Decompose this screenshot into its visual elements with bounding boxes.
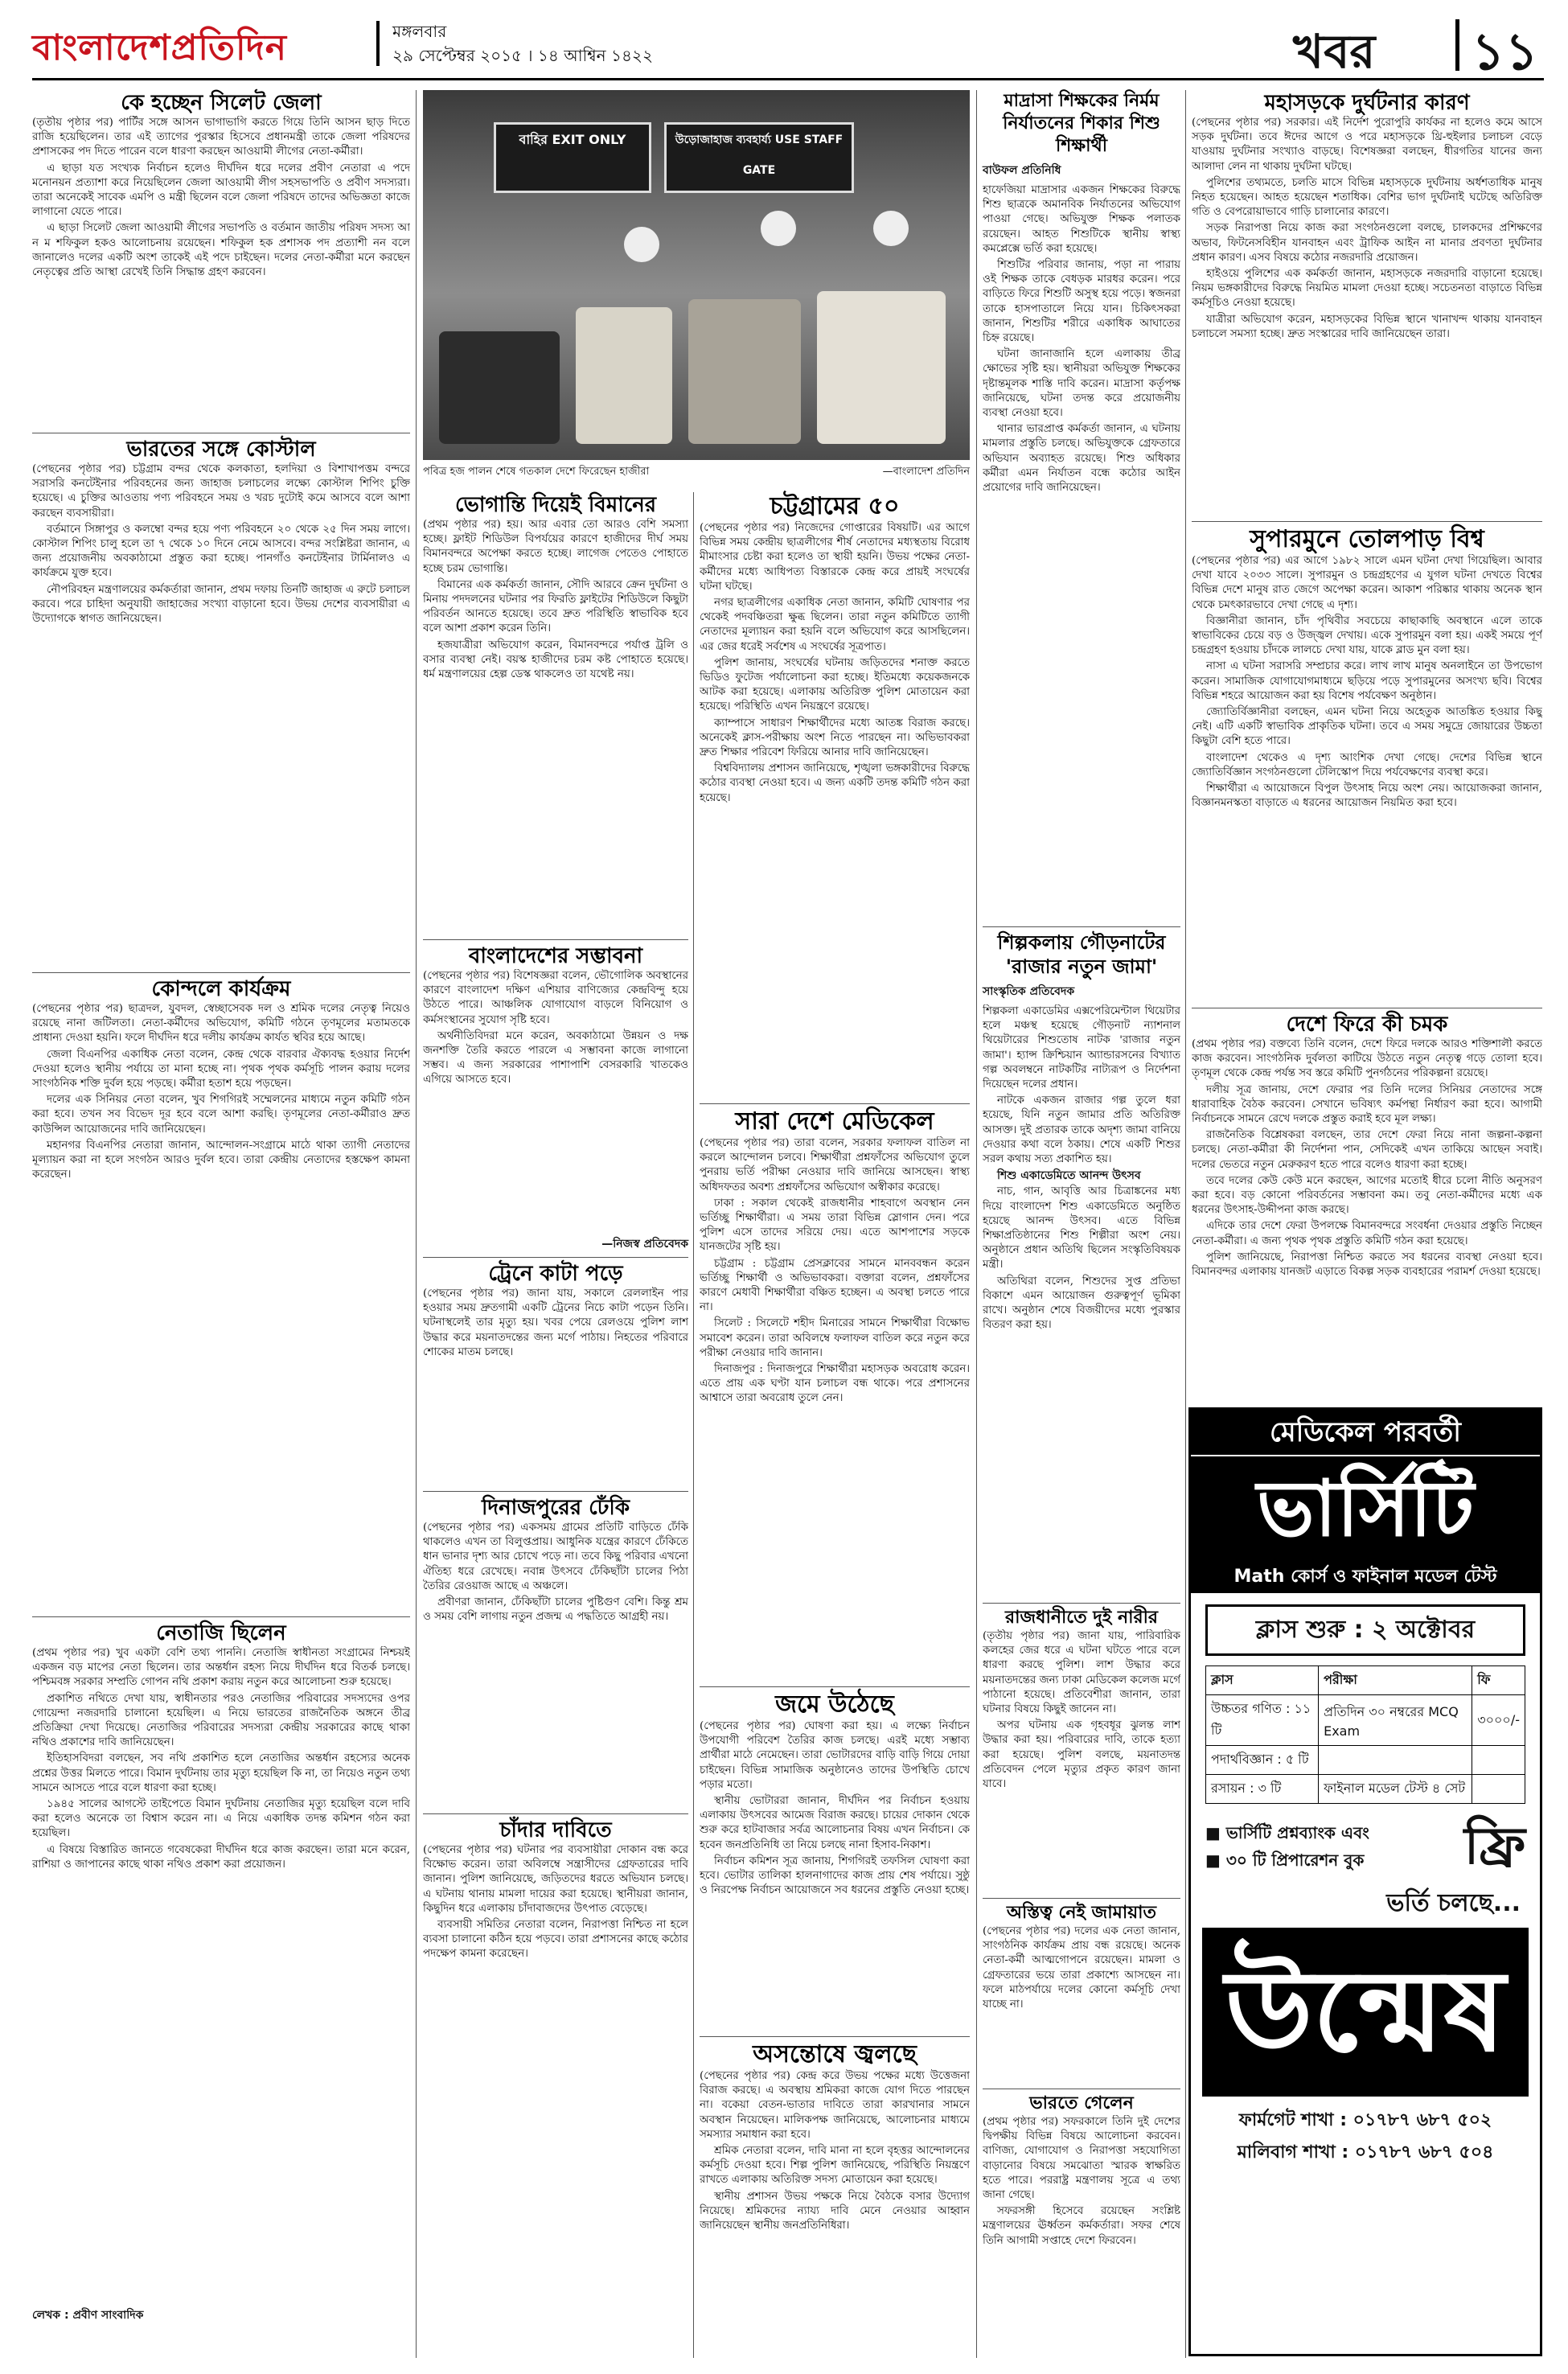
- headline-chamok: দেশে ফিরে কী চমক: [1286, 1012, 1448, 1037]
- ad-free-offer: [1205, 1818, 1525, 1875]
- column-rule: [416, 90, 417, 2358]
- table-cell: [1319, 1746, 1472, 1775]
- headline-chanda: চাঁদার দাবিতে: [499, 1818, 612, 1842]
- paragraph: নগর ছাত্রলীগের একাধিক নেতা জানান, কমিটি ঘোষণার পর থেকেই পদবঞ্চিতরা ক্ষুব্ধ ছিলেন। তারা নতুন কমিটিতে ত্যাগী নেতাদের মূল্যায়ন করা হয়নি বলে অভিযোগ করে আসছিলেন। এর জের ধরেই সর্বশেষ এ সংঘর্ষের সূত্রপাত।: [700, 597, 970, 653]
- pilgrim-figure: [761, 211, 796, 246]
- ad-top-line: মেডিকেল পরবর্তী: [1191, 1410, 1540, 1456]
- paragraph: এ ছাড়া যত সংখ্যক নির্বাচন হলেও দীর্ঘদিন ধরে দলের প্রবীণ নেতারা এ পদে মনোনয়ন প্রত্যাশা করে নিয়েছিলেন জেলা আওয়ামী লীগ সহসভাপতি ও প্রবীণ সদস্যরা। তারা অনেকেই সাবেক এমপি ও মন্ত্রী ছিলেন বলে জেলা পরিষদে তাদের অভিজ্ঞতা কাজে লাগানো যেতে পারে।: [32, 162, 410, 219]
- paragraph: হাইওয়ে পুলিশের এক কর্মকর্তা জানান, মহাসড়কে নজরদারি বাড়ানো হয়েছে। নিয়ম ভঙ্গকারীদের বিরুদ্ধে নিয়মিত মামলা দেওয়া হচ্ছে। সচেতনতা বাড়াতে বিভিন্ন কর্মসূচিও নেওয়া হয়েছে।: [1192, 268, 1542, 310]
- shilpakala-byline: সাংস্কৃতিক প্রতিবেদক: [983, 985, 1075, 998]
- headline-nari: রাজধানীতে দুই নারীর: [1005, 1608, 1158, 1628]
- article-dinajpur: [423, 1521, 688, 1810]
- table-row: [1206, 1775, 1525, 1804]
- divider: [423, 1813, 688, 1814]
- article-train: [423, 1287, 688, 1488]
- article-chittagong: [700, 521, 970, 1100]
- paragraph: দলীয় সূত্র জানায়, দেশে ফেরার পর তিনি দলের সিনিয়র নেতাদের সঙ্গে ধারাবাহিক বৈঠক করবেন। সেখানে ভবিষ্যৎ কর্মপন্থা নির্ধারণ করা হবে। আগামী নির্বাচনকে সামনে রেখে দলকে প্রস্তুত করাই হবে মূল লক্ষ্য।: [1192, 1083, 1542, 1126]
- paragraph: শিশুটির পরিবার জানায়, পড়া না পারায় ওই শিক্ষক তাকে বেধড়ক মারধর করেন। পরে বাড়িতে ফিরে শিশুটি অসুস্থ হয়ে পড়ে। স্বজনরা তাকে হাসপাতালে নিয়ে যান। চিকিৎসকরা জানান, শিশুটির শরীরে একাধিক আঘাতের চিহ্ন রয়েছে।: [983, 259, 1180, 345]
- paragraph: (পেছনের পৃষ্ঠার পর) ছাত্রদল, যুবদল, স্বেচ্ছাসেবক দল ও শ্রমিক দলের নেতৃত্ব নিয়েও রয়েছে নানা জটিলতা। নেতা-কর্মীদের অভিযোগ, কমিটি গঠনে তৃণমূলের মতামতকে প্রাধান্য দেওয়া হয়নি। ফলে দীর্ঘদিন ধরে দলীয় কার্যক্রম কার্যত স্থবির হয়ে আছে।: [32, 1003, 410, 1045]
- article-supermoon: [1192, 554, 1542, 1004]
- ad-bullet-text: ৩০ টি প্রিপারেশন বুক: [1225, 1850, 1365, 1870]
- ad-admission: ভর্তি চলছে...: [1386, 1889, 1521, 1917]
- headline-asontosh: অসন্তোষে জ্বলছে: [753, 2040, 917, 2068]
- table-cell: রসায়ন : ৩ টি: [1206, 1775, 1319, 1804]
- paragraph: নাটকে একজন রাজার গল্প তুলে ধরা হয়েছে, যিনি নতুন জামার প্রতি অতিরিক্ত আসক্ত। দুই প্রতারক তাকে অদৃশ্য জামা বানিয়ে দেওয়ার কথা বলে ঠকায়। শেষে একটি শিশুর সরল কথায় সত্য প্রকাশিত হয়।: [983, 1095, 1180, 1166]
- article-shilpakala: [983, 1004, 1180, 1600]
- ad-schedule-table: [1205, 1665, 1525, 1804]
- headline-india-trip: ভারতে গেলেন: [1029, 2093, 1134, 2113]
- section-divider: [1455, 19, 1459, 71]
- paragraph: থানার ভারপ্রাপ্ত কর্মকর্তা জানান, এ ঘটনায় মামলার প্রস্তুতি চলছে। অভিযুক্তকে গ্রেফতারে অভিযান অব্যাহত রয়েছে। শিশু অধিকার কর্মীরা এমন নির্যাতন বন্ধে কঠোর আইন প্রয়োগের দাবি জানিয়েছেন।: [983, 423, 1180, 495]
- dateline-date: ২৯ সেপ্টেম্বর ২০১৫ । ১৪ আশ্বিন ১৪২২: [392, 46, 653, 65]
- netaji-author: লেখক : প্রবীণ সাংবাদিক: [32, 2309, 144, 2322]
- photo-caption: [423, 465, 970, 479]
- paragraph: (প্রথম পৃষ্ঠার পর) সফরকালে তিনি দুই দেশের দ্বিপক্ষীয় বিভিন্ন বিষয়ে আলোচনা করবেন। বাণিজ্য, যোগাযোগ ও নিরাপত্তা সহযোগিতা বাড়ানোর বিষয়ে সমঝোতা স্মারক স্বাক্ষরিত হতে পারে। পররাষ্ট্র মন্ত্রণালয় সূত্রে এ তথ্য জানা গেছে।: [983, 2116, 1180, 2202]
- newspaper-logo: বাংলাদেশপ্রতিদিন: [32, 27, 287, 68]
- paragraph: শিক্ষার্থীরা এ আয়োজনে বিপুল উৎসাহ নিয়ে অংশ নেয়। আয়োজকরা জানান, বিজ্ঞানমনস্কতা বাড়াতে এ ধরনের আয়োজন নিয়মিত করা হবে।: [1192, 782, 1542, 810]
- column-rule: [976, 90, 977, 2358]
- paragraph: হাফেজিয়া মাদ্রাসার একজন শিক্ষকের বিরুদ্ধে শিশু ছাত্রকে অমানবিক নির্যাতনের অভিযোগ পাওয়া গেছে। অভিযুক্ত শিক্ষক পলাতক রয়েছেন। আহত শিশুটিকে স্থানীয় স্বাস্থ্য কমপ্লেক্সে ভর্তি করা হয়েছে।: [983, 184, 1180, 255]
- luggage-shape: [817, 291, 946, 444]
- article-vogante: [423, 518, 688, 936]
- paragraph: বিশ্ববিদ্যালয় প্রশাসন জানিয়েছে, শৃঙ্খলা ভঙ্গকারীদের বিরুদ্ধে কঠোর ব্যবস্থা নেওয়া হবে। এ জন্য একটি তদন্ত কমিটি গঠন করা হয়েছে।: [700, 762, 970, 804]
- table-cell: পদার্থবিজ্ঞান : ৫ টি: [1206, 1746, 1319, 1775]
- paragraph: জ্যোতির্বিজ্ঞানীরা বলছেন, এমন ঘটনা নিয়ে অহেতুক আতঙ্কিত হওয়ার কিছু নেই। এটি একটি স্বাভাবিক প্রাকৃতিক ঘটনা। তবে এ সময় সমুদ্রে জোয়ারের উচ্চতা কিছুটা বেশি হতে পারে।: [1192, 706, 1542, 748]
- headline-dinajpur: দিনাজপুরের ঢেঁকি: [481, 1496, 630, 1520]
- divider: [983, 1898, 1180, 1899]
- article-jome: [700, 1719, 970, 2033]
- article-netaji: [32, 1646, 410, 2306]
- paragraph: (প্রথম পৃষ্ঠার পর) খুব একটা বেশি তথ্য পাননি। নেতাজি স্বাধীনতা সংগ্রামের নিশ্চয়ই একজন বড় মাপের নেতা ছিলেন। তার অন্তর্ধান রহস্য নিয়ে দীর্ঘদিন ধরে বিতর্ক চলছে। পশ্চিমবঙ্গ সরকার সম্প্রতি গোপন নথি প্রকাশ করায় নতুন করে আলোচনা শুরু হয়েছে।: [32, 1647, 410, 1689]
- article-asontosh: [700, 2069, 970, 2359]
- masthead-divider: [376, 21, 380, 66]
- article-accident: [1192, 116, 1542, 518]
- paragraph: যাত্রীরা অভিযোগ করেন, মহাসড়কের বিভিন্ন স্থানে খানাখন্দ থাকায় যানবাহন চলাচলে সমস্যা হচ্ছে। দ্রুত সংস্কারের দাবি জানিয়েছেন তারা।: [1192, 313, 1542, 340]
- paragraph: স্থানীয় ভোটাররা জানান, দীর্ঘদিন পর নির্বাচন হওয়ায় এলাকায় উৎসবের আমেজ বিরাজ করছে। চায়ের দোকান থেকে শুরু করে হাটবাজার সর্বত্র আলোচনার বিষয় এখন নির্বাচন। কে হবেন জনপ্রতিনিধি তা নিয়ে চলছে নানা হিসাব-নিকাশ।: [700, 1795, 970, 1851]
- ad-branches: [1191, 2105, 1540, 2169]
- dateline-day: মঙ্গলবার: [392, 22, 447, 41]
- pilgrim-figure: [624, 227, 659, 262]
- paragraph: নৌপরিবহন মন্ত্রণালয়ের কর্মকর্তারা জানান, প্রথম দফায় তিনটি জাহাজ এ রুটে চলাচল করবে। পরে চাহিদা অনুযায়ী জাহাজের সংখ্যা বাড়ানো হবে। উভয় দেশের ব্যবসায়ীরা এ উদ্যোগকে স্বাগত জানিয়েছেন।: [32, 583, 410, 626]
- headline-netaji: নেতাজি ছিলেন: [156, 1621, 286, 1645]
- ad-bullet: [1205, 1846, 1464, 1874]
- article-bangladesh-chance: [423, 969, 688, 1234]
- ad-bullet-text: ভার্সিটি প্রশ্নব্যাংক এবং: [1225, 1823, 1369, 1842]
- paragraph: এ ছাড়া সিলেট জেলা আওয়ামী লীগের সভাপতি ও বর্তমান জাতীয় পরিষদ সদস্য আ ন ম শফিকুল হকও আলোচনায় রয়েছেন। শফিকুল হক প্রশাসক পদ প্রত্যাশী নন বলে জানালেও দলের একটি অংশ তাকেই এই পদে চাইছেন। দলের নেতা-কর্মীরা মনে করছেন নেতৃত্বের প্রতি আস্থা রেখেই তিনি সিদ্ধান্ত গ্রহণ করবেন।: [32, 222, 410, 279]
- headline-madrasa: মাদ্রাসা শিক্ষকের নির্মম নির্যাতনের শিকার শিশু শিক্ষার্থী: [1003, 91, 1160, 156]
- paragraph: (পেছনের পৃষ্ঠার পর) জানা যায়, সকালে রেললাইন পার হওয়ার সময় দ্রুতগামী একটি ট্রেনের নিচে কাটা পড়েন তিনি। ঘটনাস্থলেই তার মৃত্যু হয়। খবর পেয়ে রেলওয়ে পুলিশ লাশ উদ্ধার করে ময়নাতদন্তের জন্য মর্গে পাঠায়। নিহতের পরিবারে শোকের মাতম চলছে।: [423, 1288, 688, 1358]
- paragraph: তবে দলের কেউ কেউ মনে করছেন, আগের মতোই ধীরে চলো নীতি অনুসরণ করা হবে। বড় কোনো পরিবর্তনের সম্ভাবনা কম। তবু নেতা-কর্মীদের মধ্যে এক ধরনের উৎসাহ-উদ্দীপনা কাজ করছে।: [1192, 1174, 1542, 1217]
- paragraph: নাসা এ ঘটনা সরাসরি সম্প্রচার করে। লাখ লাখ মানুষ অনলাইনে তা উপভোগ করেন। সামাজিক যোগাযোগমাধ্যমে ছড়িয়ে পড়ে সুপারমুনের অসংখ্য ছবি। বিশ্বের বিভিন্ন শহরে আয়োজন করা হয় বিশেষ পর্যবেক্ষণ অনুষ্ঠান।: [1192, 660, 1542, 702]
- paragraph: পুলিশ জানিয়েছে, নিরাপত্তা নিশ্চিত করতে সব ধরনের ব্যবস্থা নেওয়া হবে। বিমানবন্দর এলাকায় যানজট এড়াতে বিকল্প সড়ক ব্যবহারের পরামর্শ দেওয়া হয়েছে।: [1192, 1251, 1542, 1279]
- hajj-photo: [423, 90, 970, 460]
- column-5: [1192, 90, 1542, 1401]
- luggage-shape: [439, 331, 560, 444]
- paragraph: ব্যবসায়ী সমিতির নেতারা বলেন, নিরাপত্তা নিশ্চিত না হলে ব্যবসা চালানো কঠিন হয়ে পড়বে। তারা প্রশাসনের কাছে কঠোর পদক্ষেপ কামনা করেছেন।: [423, 1919, 688, 1961]
- exit-sign: [494, 122, 651, 193]
- table-row: [1206, 1695, 1525, 1746]
- article-medical: [700, 1136, 970, 1683]
- paragraph: (পেছনের পৃষ্ঠার পর) নিজেদের গোপ্তারের বিষয়টি। এর আগে বিভিন্ন সময় কেন্দ্রীয় ছাত্রলীগের শীর্ষ নেতাদের মধ্যস্থতায় বিরোধ মীমাংসার চেষ্টা করা হলেও তা স্থায়ী হয়নি। উভয় পক্ষের নেতা-কর্মীদের মধ্যে আধিপত্য বিস্তারকে কেন্দ্র করে প্রায়ই সংঘর্ষের ঘটনা ঘটছে।: [700, 522, 970, 593]
- table-cell: প্রতিদিন ৩০ নম্বরের MCQ Exam: [1319, 1695, 1472, 1746]
- paragraph: এ বিষয়ে বিস্তারিত জানতে গবেষকেরা দীর্ঘদিন ধরে কাজ করছেন। তারা মনে করেন, রাশিয়া ও জাপানের কাছে থাকা নথিও প্রকাশ করা প্রয়োজন।: [32, 1843, 410, 1871]
- divider: [983, 1603, 1180, 1604]
- paragraph: পুলিশ জানায়, সংঘর্ষের ঘটনায় জড়িতদের শনাক্ত করতে ভিডিও ফুটেজ পর্যালোচনা করা হচ্ছে। ইতিমধ্যে কয়েকজনকে আটক করা হয়েছে। এলাকায় অতিরিক্ত পুলিশ মোতায়েন করা হয়েছে। পরিস্থিতি এখন নিয়ন্ত্রণে রয়েছে।: [700, 656, 970, 713]
- divider: [1192, 521, 1542, 522]
- table-header: ক্লাস: [1206, 1666, 1319, 1695]
- divider: [32, 1616, 410, 1617]
- article-chanda: [423, 1843, 688, 2294]
- paragraph: (পেছনের পৃষ্ঠার পর) একসময় গ্রামের প্রতিটি বাড়িতে ঢেঁকি থাকলেও এখন তা বিলুপ্তপ্রায়। আধুনিক যন্ত্রের কারণে ঢেঁকিতে ধান ভানার দৃশ্য আর চোখে পড়ে না। তবে কিছু পরিবার এখনো ঐতিহ্য ধরে রেখেছে। নবান্ন উৎসবে ঢেঁকিছাঁটা চালের পিঠা তৈরির রেওয়াজ আছে এ অঞ্চলে।: [423, 1522, 688, 1592]
- column-4: [983, 90, 1180, 2358]
- paragraph: রাজনৈতিক বিশ্লেষকরা বলছেন, তার দেশে ফেরা নিয়ে নানা জল্পনা-কল্পনা চলছে। নেতা-কর্মীরা কী নির্দেশনা পান, সেদিকেই এখন তাকিয়ে আছেন সবাই। দলের ভেতরে নতুন মেরুকরণ হতে পারে বলেও ধারণা করা হচ্ছে।: [1192, 1129, 1542, 1171]
- paragraph: (তৃতীয় পৃষ্ঠার পর) জানা যায়, পারিবারিক কলহের জের ধরে এ ঘটনা ঘটতে পারে বলে ধারণা করছে পুলিশ। লাশ উদ্ধার করে ময়নাতদন্তের জন্য ঢাকা মেডিকেল কলেজ মর্গে পাঠানো হয়েছে। প্রতিবেশীরা জানান, তারা ঘটনার বিষয়ে কিছুই জানেন না।: [983, 1630, 1180, 1716]
- paragraph: বিজ্ঞানীরা জানান, চাঁদ পৃথিবীর সবচেয়ে কাছাকাছি অবস্থানে এলে তাকে স্বাভাবিকের চেয়ে বড় ও উজ্জ্বল দেখায়। একে সুপারমুন বলা হয়। একই সময়ে পূর্ণ চন্দ্রগ্রহণ হওয়ায় চাঁদকে লালচে দেখা যায়, যাকে ব্লাড মুন বলা হয়।: [1192, 614, 1542, 657]
- article-chamok: [1192, 1037, 1542, 1407]
- paragraph: প্রকাশিত নথিতে দেখা যায়, স্বাধীনতার পরও নেতাজির পরিবারের সদস্যদের ওপর গোয়েন্দা নজরদারি চালানো হয়েছিল। এ নিয়ে ভারতের রাজনৈতিক অঙ্গনে তীব্র প্রতিক্রিয়া দেখা দিয়েছে। নেতাজির পরিবারের সদস্যরা কেন্দ্রীয় সরকারের কাছে থাকা নথিও প্রকাশের দাবি জানিয়েছেন।: [32, 1692, 410, 1749]
- paragraph: বিমানের এক কর্মকর্তা জানান, সৌদি আরবে ক্রেন দুর্ঘটনা ও মিনায় পদদলনের ঘটনার পর ফিরতি ফ্লাইটের শিডিউলে কিছুটা পরিবর্তন আনতে হয়েছে। তবে দ্রুত পরিস্থিতি স্বাভাবিক হবে বলে আশা প্রকাশ করেন তিনি।: [423, 578, 688, 635]
- headline-kondol: কোন্দলে কার্যক্রম: [151, 977, 291, 1001]
- paragraph: ক্যাম্পাসে সাধারণ শিক্ষার্থীদের মধ্যে আতঙ্ক বিরাজ করছে। অনেকেই ক্লাস-পরীক্ষায় অংশ নিতে পারছেন না। অভিভাবকরা দ্রুত শিক্ষার পরিবেশ ফিরিয়ে আনার দাবি জানিয়েছেন।: [700, 717, 970, 759]
- paragraph: (প্রথম পৃষ্ঠার পর) বক্তব্যে তিনি বলেন, দেশে ফিরে দলকে আরও শক্তিশালী করতে কাজ করবেন। সাংগঠনিক দুর্বলতা কাটিয়ে উঠতে নতুন নেতৃত্ব গড়ে তোলা হবে। তৃণমূল থেকে কেন্দ্র পর্যন্ত সব স্তরে কমিটি পুনর্গঠনের পরিকল্পনা রয়েছে।: [1192, 1038, 1542, 1080]
- table-cell: [1472, 1746, 1525, 1775]
- article-india-trip: [983, 2115, 1180, 2364]
- table-header-row: [1206, 1666, 1525, 1695]
- divider: [700, 2036, 970, 2037]
- dateline: [392, 19, 653, 68]
- divider: [983, 926, 1180, 927]
- paragraph: ঢাকা : সকাল থেকেই রাজধানীর শাহবাগে অবস্থান নেন ভর্তিচ্ছু শিক্ষার্থীরা। এ সময় তারা বিভিন্ন স্লোগান দেন। পরে পুলিশ এসে তাদের সরিয়ে দেয়। এতে আশপাশের সড়কে যানজটের সৃষ্টি হয়।: [700, 1197, 970, 1254]
- paragraph: মহানগর বিএনপির নেতারা জানান, আন্দোলন-সংগ্রামে মাঠে থাকা ত্যাগী নেতাদের মূল্যায়ন করা না হলে সংগঠন আরও দুর্বল হবে। তারা কেন্দ্রীয় নেতাদের হস্তক্ষেপ কামনা করেছেন।: [32, 1139, 410, 1181]
- luggage-shape: [576, 307, 672, 444]
- paragraph: (পেছনের পৃষ্ঠার পর) এর আগে ১৯৮২ সালে এমন ঘটনা দেখা গিয়েছিল। আবার দেখা যাবে ২০৩৩ সালে। সুপারমুন ও চন্দ্রগ্রহণের এ যুগল ঘটনা দেখতে বিশ্বের বিভিন্ন দেশে মানুষ রাত জেগে অপেক্ষা করেন। আকাশ পরিষ্কার থাকায় অনেক স্থান থেকে চমৎকারভাবে দেখা গেছে এ দৃশ্য।: [1192, 555, 1542, 611]
- staff-gate-sign: [664, 122, 854, 193]
- ad-bullet: [1205, 1819, 1464, 1846]
- paragraph: (পেছনের পৃষ্ঠার পর) সরকার। এই নির্দেশ পুরোপুরি কার্যকর না হলেও কমে আসে সড়ক দুর্ঘটনা। তবে ঈদের আগে ও পরে মহাসড়কে থ্রি-হুইলার চলাচল বেড়ে যাওয়ায় দুর্ঘটনার সংখ্যাও বাড়ছে। বিশেষজ্ঞরা বলছেন, ধীরগতির যানের জন্য আলাদা লেন না থাকায় দুর্ঘটনা ঘটছে।: [1192, 117, 1542, 173]
- paragraph: এদিকে তার দেশে ফেরা উপলক্ষে বিমানবন্দরে সংবর্ধনা দেওয়ার প্রস্তুতি নিচ্ছেন নেতা-কর্মীরা। এ জন্য পৃথক পৃথক প্রস্তুতি কমিটি গঠন করা হয়েছে।: [1192, 1220, 1542, 1247]
- page-number: ১১: [1472, 23, 1539, 82]
- square-bullet-icon: ■: [1205, 1850, 1226, 1870]
- article-sylhet: [32, 116, 410, 429]
- paragraph: (পেছনের পৃষ্ঠার পর) দলের এক নেতা জানান, সাংগঠনিক কার্যক্রম প্রায় বন্ধ রয়েছে। অনেক নেতা-কর্মী আত্মগোপনে রয়েছেন। মামলা ও গ্রেফতারের ভয়ে তারা প্রকাশ্যে আসছেন না। ফলে মাঠপর্যায়ে দলের কোনো কর্মসূচি দেখা যাচ্ছে না।: [983, 1925, 1180, 2011]
- subheading: শিশু একাডেমিতে আনন্দ উৎসব: [997, 1169, 1141, 1183]
- divider: [423, 1257, 688, 1258]
- headline-bangladesh-chance: বাংলাদেশের সম্ভাবনা: [468, 944, 643, 968]
- headline-sylhet: কে হচ্ছেন সিলেট জেলা: [121, 91, 322, 115]
- ad-free-label: ফ্রি: [1463, 1817, 1525, 1876]
- paragraph: ইতিহাসবিদরা বলছেন, সব নথি প্রকাশিত হলে নেতাজির অন্তর্ধান রহস্যের অনেক প্রশ্নের উত্তর মিলতে পারে। বিমান দুর্ঘটনায় তার মৃত্যু হয়েছিল কি না, তা নিয়েও নতুন তথ্য সামনে আসতে পারে বলে ধারণা করা হচ্ছে।: [32, 1752, 410, 1794]
- article-india-coastal: [32, 462, 410, 969]
- table-row: [1206, 1746, 1525, 1775]
- column-1: [32, 90, 410, 2358]
- paragraph: (তৃতীয় পৃষ্ঠার পর) পার্টির সঙ্গে আসন ভাগাভাগি করতে গিয়ে তিনি আসন ছাড় দিতে রাজি হয়েছিলেন। তার এই ত্যাগের পুরস্কার হিসেবে প্রধানমন্ত্রী তাকে জেলা পরিষদের প্রশাসকের পদ দিতে পারেন বলে ধারণা করছেন আওয়ামী লীগের নেতা-কর্মীরা।: [32, 117, 410, 158]
- ad-varsity: ভার্সিটি: [1191, 1456, 1540, 1561]
- column-rule: [693, 492, 694, 2358]
- ad-offer-list: [1205, 1819, 1464, 1874]
- headline-train: ট্রেনে কাটা পড়ে: [488, 1262, 623, 1286]
- table-header: ফি: [1472, 1666, 1525, 1695]
- section-name: খবর: [1293, 24, 1376, 79]
- table-cell: ৩০০০/-: [1472, 1695, 1525, 1746]
- paragraph: (পেছনের পৃষ্ঠার পর) বিশেষজ্ঞরা বলেন, ভৌগোলিক অবস্থানের কারণে বাংলাদেশ দক্ষিণ এশিয়ার বাণিজ্যের কেন্দ্রবিন্দু হয়ে উঠতে পারে। আঞ্চলিক যোগাযোগ বাড়লে বিনিয়োগ ও কর্মসংস্থানের সুযোগ সৃষ্টি হবে।: [423, 970, 688, 1026]
- paragraph: স্থানীয় প্রশাসন উভয় পক্ষকে নিয়ে বৈঠকে বসার উদ্যোগ নিয়েছে। শ্রমিকদের ন্যায্য দাবি মেনে নেওয়ার আহ্বান জানিয়েছেন স্থানীয় জনপ্রতিনিধিরা।: [700, 2190, 970, 2232]
- paragraph: চট্টগ্রাম : চট্টগ্রাম প্রেসক্লাবের সামনে মানববন্ধন করেন ভর্তিচ্ছু শিক্ষার্থী ও অভিভাবকরা। বক্তারা বলেন, প্রশ্নফাঁসের কারণে মেধাবী শিক্ষার্থীরা বঞ্চিত হচ্ছেন। এ অবস্থা চলতে পারে না।: [700, 1257, 970, 1314]
- table-cell: ফাইনাল মডেল টেস্ট ৪ সেট: [1319, 1775, 1472, 1804]
- headline-supermoon: সুপারমুনে তোলপাড় বিশ্ব: [1250, 525, 1484, 553]
- headline-medical: সারা দেশে মেডিকেল: [735, 1107, 934, 1136]
- luggage-shape: [688, 299, 801, 444]
- paragraph: শিল্পকলা একাডেমির এক্সপেরিমেন্টাল থিয়েটার হলে মঞ্চস্থ হয়েছে গৌড়নাট ন্যাশনাল থিয়েটারের শিশুতোষ নাটক 'রাজার নতুন জামা'। হ্যান্স ক্রিশ্চিয়ান অ্যান্ডারসনের বিখ্যাত গল্প অবলম্বনে নাটকটির নাট্যরূপ ও নির্দেশনা দিয়েছেন দলের প্রধান।: [983, 1005, 1180, 1091]
- paragraph: (পেছনের পৃষ্ঠার পর) তারা বলেন, সরকার ফলাফল বাতিল না করলে আন্দোলন চলবে। শিক্ষার্থীরা প্রশ্নফাঁসের অভিযোগ তুলে পুনরায় ভর্তি পরীক্ষা নেওয়ার দাবি জানিয়ে আসছেন। স্বাস্থ্য অধিদফতর অবশ্য প্রশ্নফাঁসের অভিযোগ অস্বীকার করেছে।: [700, 1137, 970, 1193]
- staff-gate-sign-text: উড়োজাহাজ ব্যবহার্য্য USE STAFF GATE: [675, 133, 844, 177]
- divider: [32, 972, 410, 973]
- paragraph: সফরসঙ্গী হিসেবে রয়েছেন সংশ্লিষ্ট মন্ত্রণালয়ের ঊর্ধ্বতন কর্মকর্তারা। সফর শেষে তিনি আগামী সপ্তাহে দেশে ফিরবেন।: [983, 2205, 1180, 2247]
- headline-vogante: ভোগান্তি দিয়েই বিমানের: [454, 493, 657, 517]
- article-jamaat: [983, 1924, 1180, 2085]
- paragraph: প্রবীণরা জানান, ঢেঁকিছাঁটা চালের পুষ্টিগুণ বেশি। কিন্তু শ্রম ও সময় বেশি লাগায় নতুন প্রজন্ম এ পদ্ধতিতে আগ্রহী নয়।: [423, 1596, 688, 1624]
- headline-jamaat: অস্তিত্ব নেই জামায়াত: [1006, 1903, 1157, 1923]
- paragraph: নাচ, গান, আবৃত্তি আর চিত্রাঙ্কনের মধ্য দিয়ে বাংলাদেশ শিশু একাডেমিতে অনুষ্ঠিত হয়েছে আনন্দ উৎসব। এতে বিভিন্ন শিক্ষাপ্রতিষ্ঠানের শিশু শিল্পীরা অংশ নেয়। অনুষ্ঠানে প্রধান অতিথি ছিলেন সংস্কৃতিবিষয়ক মন্ত্রী।: [983, 1185, 1180, 1271]
- masthead: [32, 16, 1544, 80]
- paragraph: সিলেট : সিলেটে শহীদ মিনারের সামনে শিক্ষার্থীরা বিক্ষোভ সমাবেশ করেন। তারা অবিলম্বে ফলাফল বাতিল করে নতুন করে পরীক্ষা নেওয়ার দাবি জানান।: [700, 1317, 970, 1359]
- paragraph: সড়ক নিরাপত্তা নিয়ে কাজ করা সংগঠনগুলো বলছে, চালকদের প্রশিক্ষণের অভাব, ফিটনেসবিহীন যানবাহন এবং ট্রাফিক আইন না মানার প্রবণতা দুর্ঘটনার প্রধান কারণ। এসব বিষয়ে কঠোর নজরদারি প্রয়োজন।: [1192, 222, 1542, 264]
- column-3: [700, 492, 970, 2358]
- paragraph: অতিথিরা বলেন, শিশুদের সুপ্ত প্রতিভা বিকাশে এমন আয়োজন গুরুত্বপূর্ণ ভূমিকা রাখে। অনুষ্ঠান শেষে বিজয়ীদের মধ্যে পুরস্কার বিতরণ করা হয়।: [983, 1275, 1180, 1332]
- paragraph: পুলিশের তথ্যমতে, চলতি মাসে বিভিন্ন মহাসড়কে দুর্ঘটনায় অর্ধশতাধিক মানুষ নিহত হয়েছেন। আহত হয়েছেন শতাধিক। বেশির ভাগ দুর্ঘটনাই ঘটেছে অতিরিক্ত গতি ও বেপরোয়াভাবে গাড়ি চালানোর কারণে।: [1192, 176, 1542, 219]
- pilgrim-figure: [873, 211, 909, 246]
- article-nari: [983, 1629, 1180, 1895]
- advertisement-unmesh: [1188, 1407, 1542, 2356]
- ad-body: [1191, 1593, 1540, 1886]
- paragraph: (প্রথম পৃষ্ঠার পর) হয়। আর এবার তো আরও বেশি সমস্যা হচ্ছে। ফ্লাইট শিডিউল বিপর্যয়ের কারণে হাজীদের দীর্ঘ সময় বিমানবন্দরে অপেক্ষা করতে হচ্ছে। লাগেজ পেতেও পোহাতে হচ্ছে চরম ভোগান্তি।: [423, 519, 688, 575]
- column-rule: [1185, 90, 1186, 2358]
- paragraph: ঘটনা জানাজানি হলে এলাকায় তীব্র ক্ষোভের সৃষ্টি হয়। স্থানীয়রা অভিযুক্ত শিক্ষকের দৃষ্টান্তমূলক শাস্তি দাবি করেন। মাদ্রাসা কর্তৃপক্ষ জানিয়েছে, ঘটনা তদন্ত করে প্রয়োজনীয় ব্যবস্থা নেওয়া হবে।: [983, 348, 1180, 420]
- table-header: পরীক্ষা: [1319, 1666, 1472, 1695]
- paragraph: দলের এক সিনিয়র নেতা বলেন, খুব শিগগিরই সম্মেলনের মাধ্যমে নতুন কমিটি গঠন করা হবে। তখন সব বিভেদ দূর হবে বলে আশা করছি। তৃণমূলের নেতা-কর্মীরাও দ্রুত কাউন্সিল আয়োজনের দাবি জানিয়েছেন।: [32, 1094, 410, 1136]
- ad-branch: ফার্মগেট শাখা : ০১৭৮৭ ৬৮৭ ৫০২: [1238, 2110, 1492, 2130]
- paragraph: বাংলাদেশ থেকেও এ দৃশ্য আংশিক দেখা গেছে। দেশের বিভিন্ন স্থানে জ্যোতির্বিজ্ঞান সংগঠনগুলো টেলিস্কোপ দিয়ে পর্যবেক্ষণের ব্যবস্থা করে।: [1192, 751, 1542, 778]
- exit-sign-text: বাহির EXIT ONLY: [519, 132, 626, 147]
- divider: [423, 939, 688, 940]
- table-cell: উচ্চতর গণিত : ১১ টি: [1206, 1695, 1319, 1746]
- paragraph: (পেছনের পৃষ্ঠার পর) কেন্দ্র করে উভয় পক্ষের মধ্যে উত্তেজনা বিরাজ করছে। এ অবস্থায় শ্রমিকরা কাজে যোগ দিতে পারছেন না। বকেয়া বেতন-ভাতার দাবিতে তারা কারখানার সামনে অবস্থান নিয়েছেন। মালিকপক্ষ জানিয়েছে, আলোচনার মাধ্যমে সমস্যার সমাধান করা হবে।: [700, 2070, 970, 2141]
- paragraph: (পেছনের পৃষ্ঠার পর) ঘটনার পর ব্যবসায়ীরা দোকান বন্ধ করে বিক্ষোভ করেন। তারা অবিলম্বে সন্ত্রাসীদের গ্রেফতারের দাবি জানান। পুলিশ জানিয়েছে, জড়িতদের ধরতে অভিযান চলছে। এ ঘটনায় থানায় মামলা দায়ের করা হয়েছে। স্থানীয়রা জানান, কিছুদিন ধরে এলাকায় চাঁদাবাজদের উৎপাত বেড়েছে।: [423, 1844, 688, 1915]
- article-madrasa: [983, 183, 1180, 923]
- headline-chittagong: চট্টগ্রামের ৫০: [770, 492, 900, 520]
- ad-subtitle: Math কোর্স ও ফাইনাল মডেল টেস্ট: [1191, 1561, 1540, 1593]
- article-kondol: [32, 1002, 410, 1613]
- paragraph: অর্থনীতিবিদরা মনে করেন, অবকাঠামো উন্নয়ন ও দক্ষ জনশক্তি তৈরি করতে পারলে এ সম্ভাবনা কাজে লাগানো সম্ভব। এ জন্য সরকারের পাশাপাশি বেসরকারি খাতকেও এগিয়ে আসতে হবে।: [423, 1029, 688, 1086]
- headline-india-coastal: ভারতের সঙ্গে কোস্টাল: [126, 437, 316, 462]
- paragraph: (পেছনের পৃষ্ঠার পর) ঘোষণা করা হয়। এ লক্ষ্যে নির্বাচন উপযোগী পরিবেশ তৈরির কাজ চলছে। এরই মধ্যে সম্ভাব্য প্রার্থীরা মাঠে নেমেছেন। তারা ভোটারদের বাড়ি বাড়ি গিয়ে দোয়া চাইছেন। বিভিন্ন সামাজিক অনুষ্ঠানেও তাদের উপস্থিতি চোখে পড়ার মতো।: [700, 1720, 970, 1791]
- table-cell: [1472, 1775, 1525, 1804]
- headline-jome: জমে উঠেছে: [775, 1690, 894, 1719]
- divider: [700, 1103, 970, 1104]
- ad-class-start: ক্লাস শুরু : ২ অক্টোবর: [1205, 1604, 1525, 1656]
- madrasa-byline: বাউফল প্রতিনিধি: [983, 164, 1061, 177]
- caption-text: পবিত্র হজ পালন শেষে গতকাল দেশে ফিরেছেন হাজীরা: [423, 466, 650, 478]
- divider: [700, 1686, 970, 1687]
- bangladesh-chance-credit: —নিজস্ব প্রতিবেদক: [601, 1238, 688, 1251]
- ad-brand: উন্মেষ: [1202, 1928, 1529, 2097]
- paragraph: অপর ঘটনায় এক গৃহবধূর ঝুলন্ত লাশ উদ্ধার করা হয়। পরিবারের দাবি, তাকে হত্যা করা হয়েছে। পুলিশ বলছে, ময়নাতদন্ত প্রতিবেদন পেলে মৃত্যুর প্রকৃত কারণ জানা যাবে।: [983, 1719, 1180, 1791]
- paragraph: ১৯৪৫ সালের আগস্টে তাইপেতে বিমান দুর্ঘটনায় নেতাজির মৃত্যু হয়েছিল বলে দাবি করা হলেও অনেকে তা বিশ্বাস করেন না। এ নিয়ে একাধিক তদন্ত কমিশন গঠন করা হয়েছিল।: [32, 1798, 410, 1840]
- square-bullet-icon: ■: [1205, 1823, 1226, 1842]
- paragraph: দিনাজপুর : দিনাজপুরে শিক্ষার্থীরা মহাসড়ক অবরোধ করেন। এতে প্রায় এক ঘণ্টা যান চলাচল বন্ধ থাকে। পরে প্রশাসনের আশ্বাসে তারা অবরোধ তুলে নেন।: [700, 1363, 970, 1405]
- paragraph: বর্তমানে সিঙ্গাপুর ও কলম্বো বন্দর হয়ে পণ্য পরিবহনে ২০ থেকে ২৫ দিন সময় লাগে। কোস্টাল শিপিং চালু হলে তা ৭ থেকে ১০ দিনে নেমে আসবে। বন্দর সংশ্লিষ্টরা জানান, এ জন্য প্রয়োজনীয় অবকাঠামো প্রস্তুত করা হচ্ছে। পানগাঁও কনটেইনার টার্মিনালও এ কার্যক্রমে যুক্ত হবে।: [32, 523, 410, 580]
- paragraph: হজযাত্রীরা অভিযোগ করেন, বিমানবন্দরে পর্যাপ্ত ট্রলি ও বসার ব্যবস্থা নেই। বয়স্ক হাজীদের চরম কষ্ট পোহাতে হয়েছে। ধর্ম মন্ত্রণালয়ের হেল্প ডেস্ক থাকলেও তা যথেষ্ট নয়।: [423, 639, 688, 681]
- column-2: [423, 492, 688, 2358]
- headline-accident: মহাসড়কে দুর্ঘটনার কারণ: [1264, 91, 1470, 115]
- paragraph: (পেছনের পৃষ্ঠার পর) চট্টগ্রাম বন্দর থেকে কলকাতা, হলদিয়া ও বিশাখাপত্তম বন্দরে সরাসরি কনটেইনার পরিবহনের জন্য জাহাজ চলাচলের লক্ষ্যে কোস্টাল শিপিং চুক্তি হয়েছে। এ চুক্তির আওতায় পণ্য পরিবহনে সময় ও খরচ দুটোই কমে আসবে বলে আশা করছেন ব্যবসায়ীরা।: [32, 463, 410, 520]
- paragraph: জেলা বিএনপির একাধিক নেতা বলেন, কেন্দ্র থেকে বারবার ঐক্যবদ্ধ হওয়ার নির্দেশ দেওয়া হলেও স্থানীয় পর্যায়ে তা মানা হচ্ছে না। পৃথক পৃথক কর্মসূচি পালন করায় দলের সাংগঠনিক শক্তি দুর্বল হয়ে পড়ছে। কর্মীরা হতাশ হয়ে পড়ছেন।: [32, 1048, 410, 1090]
- divider: [423, 1491, 688, 1492]
- headline-shilpakala: শিল্পকলায় গৌড়নাটের 'রাজার নতুন জামা': [997, 931, 1166, 978]
- paragraph: নির্বাচন কমিশন সূত্র জানায়, শিগগিরই তফসিল ঘোষণা করা হবে। ভোটার তালিকা হালনাগাদের কাজ প্রায় শেষ পর্যায়ে। সুষ্ঠু ও নিরপেক্ষ নির্বাচন আয়োজনে সব ধরনের প্রস্তুতি নেওয়া হচ্ছে।: [700, 1854, 970, 1897]
- paragraph: শ্রমিক নেতারা বলেন, দাবি মানা না হলে বৃহত্তর আন্দোলনের কর্মসূচি দেওয়া হবে। শিল্প পুলিশ জানিয়েছে, পরিস্থিতি নিয়ন্ত্রণে রাখতে এলাকায় অতিরিক্ত সদস্য মোতায়েন করা হয়েছে।: [700, 2145, 970, 2187]
- hajj-photo-block: [423, 90, 970, 484]
- photo-credit: —বাংলাদেশ প্রতিদিন: [882, 466, 970, 478]
- ad-branch: মালিবাগ শাখা : ০১৭৮৭ ৬৮৭ ৫০৪: [1237, 2142, 1494, 2162]
